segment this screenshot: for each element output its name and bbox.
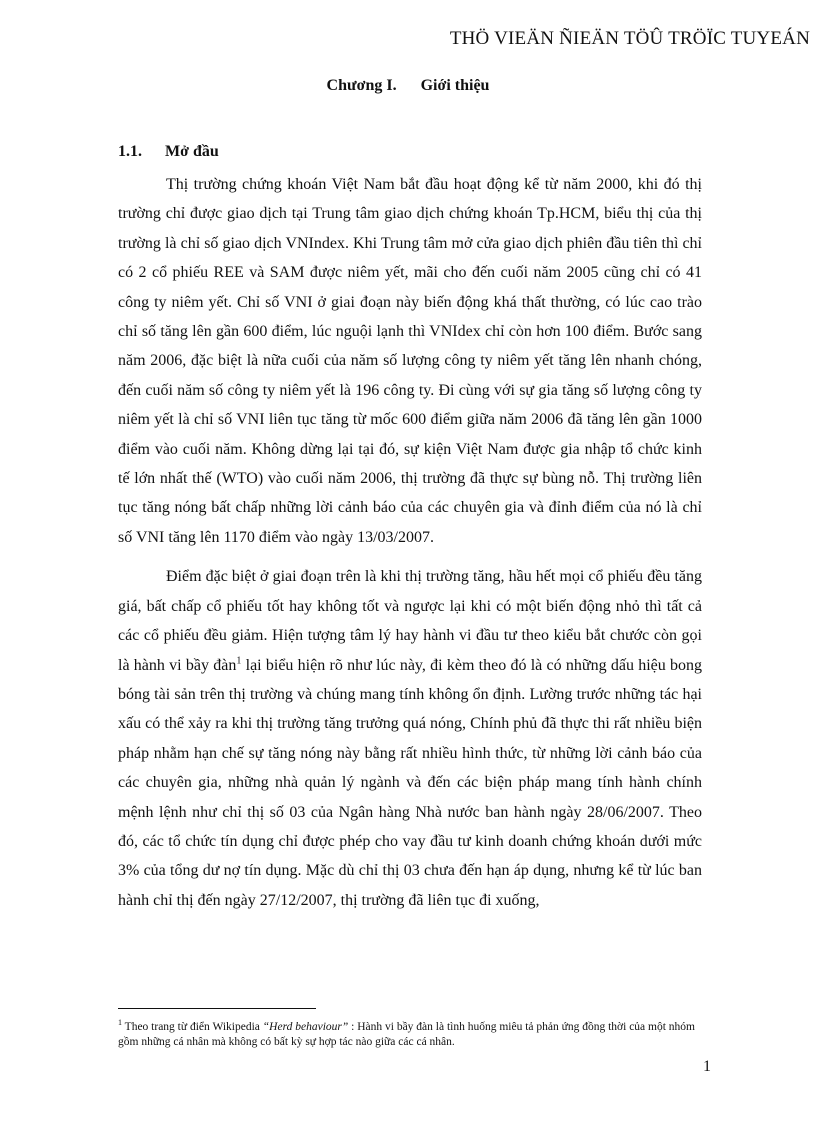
footnote-prefix: Theo trang từ điển Wikipedia — [122, 1020, 263, 1033]
chapter-title — [0, 77, 816, 95]
chapter-name: Giới thiệu — [420, 77, 490, 94]
footnote-reference[interactable]: 1 — [236, 655, 242, 667]
running-header: THÖ VIEÄN ÑIEÄN TÖÛ TRÖÏC TUYEÁN — [449, 28, 810, 49]
section-number: 1.1. — [118, 143, 142, 160]
body-text — [118, 170, 702, 925]
footnote-divider — [118, 1008, 316, 1009]
section-title: Mở đầu — [165, 143, 219, 160]
footnote-term: “Herd behaviour” — [262, 1020, 349, 1033]
section-heading — [118, 143, 219, 161]
paragraph-2-text-start: Điểm đặc biệt ở giai đoạn trên là khi thị trường tăng, hầu hết mọi cổ phiếu đều tăng giá, bất chấp cổ phiếu tốt hay không tốt và ngược lại khi có một biến động nhỏ thì tất cả các cổ phiếu đều giảm. Hiện tượng tâm lý hay hành vi đầu tư theo kiểu bắt chước còn gọi là hành vi bầy đàn — [118, 568, 702, 674]
footnote-marker: 1 — [118, 1018, 122, 1027]
footnote-text: : Hành vi bầy đàn là tình huống miêu tả phản ứng đồng thời của một nhóm gồm những cá nhân mà không có bất kỳ sự hợp tác nào giữa các cá nhân. — [118, 1020, 695, 1048]
paragraph-2 — [118, 562, 702, 915]
paragraph-2-text-end: lại biểu hiện rõ như lúc này, đi kèm theo đó là có những dấu hiệu bong bóng tài sản trên thị trường và chúng mang tính không ổn định. Lường trước những tác hại xấu có thể xảy ra khi thị trường tăng trưởng quá nóng, Chính phủ đã thực thi rất nhiều biện pháp nhằm hạn chế sự tăng nóng này bằng rất nhiều hình thức, từ những lời cảnh báo của các chuyên gia, những nhà quản lý ngành và đến các biện pháp mang tính hành chính mệnh lệnh như chỉ thị số 03 của Ngân hàng Nhà nước ban hành ngày 28/06/2007. Theo đó, các tổ chức tín dụng chỉ được phép cho vay đầu tư kinh doanh chứng khoán dưới mức 3% của tổng dư nợ tín dụng. Mặc dù chỉ thị 03 chưa đến hạn áp dụng, nhưng kể từ lúc ban hành chỉ thị đến ngày 27/12/2007, thị trường đã liên tục đi xuống, — [118, 656, 703, 909]
paragraph-1: Thị trường chứng khoán Việt Nam bắt đầu hoạt động kể từ năm 2000, khi đó thị trường chỉ được giao dịch tại Trung tâm giao dịch chứng khoán Tp.HCM, biểu thị của thị trường là chỉ số giao dịch VNIndex. Khi Trung tâm mở cửa giao dịch phiên đầu tiên thì chỉ có 2 cổ phiếu REE và SAM được niêm yết, mãi cho đến cuối năm 2005 cũng chỉ có 41 công ty niêm yết. Chỉ số VNI ở giai đoạn này biến động khá thất thường, có lúc cao trào chỉ số tăng lên gần 600 điểm, lúc nguội lạnh thì VNIdex chỉ còn hơn 100 điểm. Bước sang năm 2006, đặc biệt là nữa cuối của năm số lượng công ty niêm yết tăng lên nhanh chóng, đến cuối năm số công ty niêm yết là 196 công ty. Đi cùng với sự gia tăng số lượng công ty niêm yết là chỉ số VNI liên tục tăng từ mốc 600 điểm giữa năm 2006 đã tăng lên gần 1000 điểm vào cuối năm. Không dừng lại tại đó, sự kiện Việt Nam được gia nhập tổ chức kinh tế lớn nhất thế (WTO) vào cuối năm 2006, thị trường đã thực sự bùng nỗ. Thị trường liên tục tăng nóng bất chấp những lời cảnh báo của các chuyên gia và đỉnh điểm của nó là chỉ số VNI tăng lên 1170 điểm vào ngày 13/03/2007. — [118, 176, 702, 546]
page-number: 1 — [703, 1058, 711, 1075]
footnote — [118, 1015, 708, 1050]
chapter-number: Chương I. — [326, 77, 397, 94]
